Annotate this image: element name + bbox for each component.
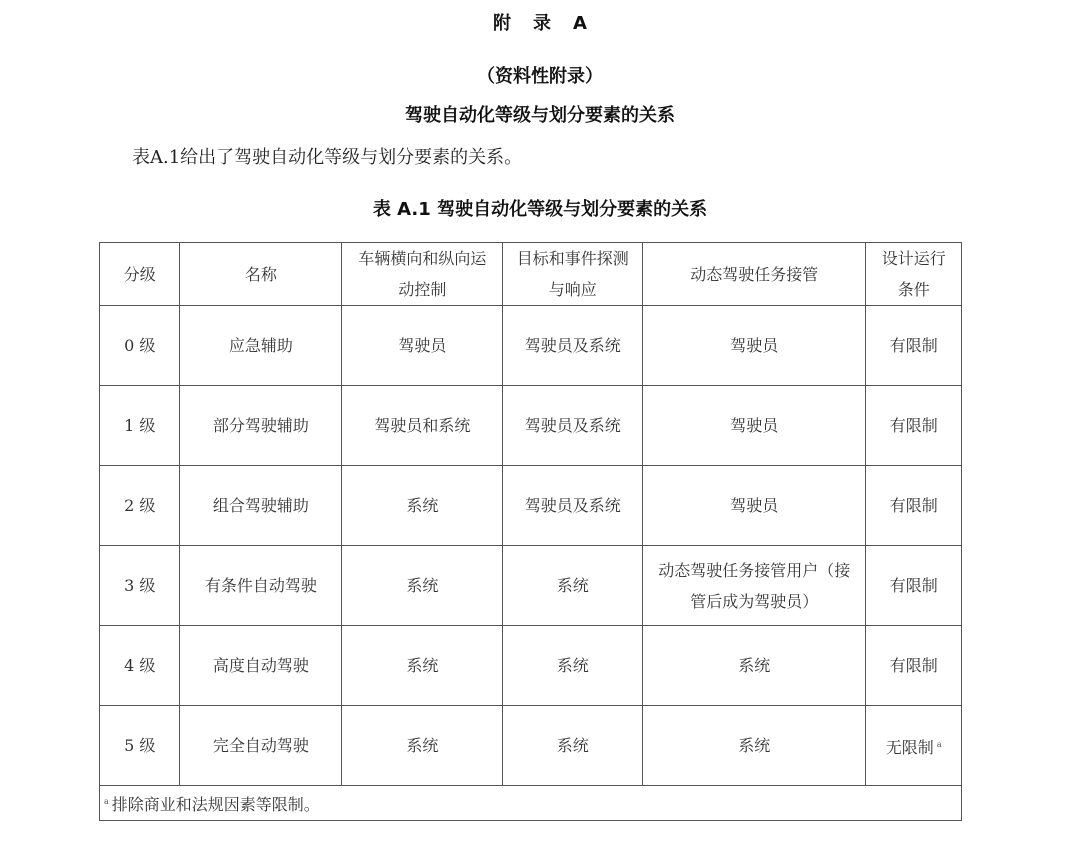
table-row: [100, 546, 962, 626]
cell-motion-control: 系统: [342, 706, 503, 786]
cell-motion-control: 驾驶员和系统: [342, 386, 503, 466]
cell-level: 3 级: [100, 546, 180, 626]
cell-ddt-fallback: 驾驶员: [643, 466, 866, 546]
table-footnote-row: [100, 786, 962, 821]
cell-oedr: 系统: [503, 546, 643, 626]
cell-oedr: 系统: [503, 626, 643, 706]
cell-name: 应急辅助: [180, 306, 342, 386]
table-row: [100, 306, 962, 386]
cell-name: 高度自动驾驶: [180, 626, 342, 706]
appendix-title-char: A: [573, 13, 587, 34]
cell-name: 部分驾驶辅助: [180, 386, 342, 466]
table-row: [100, 466, 962, 546]
footnote-cell: [100, 786, 962, 821]
cell-level: 5 级: [100, 706, 180, 786]
appendix-heading: 驾驶自动化等级与划分要素的关系: [405, 105, 675, 126]
table-row: [100, 626, 962, 706]
cell-level: 2 级: [100, 466, 180, 546]
cell-motion-control: 系统: [342, 626, 503, 706]
footnote-marker: a: [936, 739, 942, 749]
cell-ddt-fallback: 驾驶员: [643, 386, 866, 466]
cell-level: 0 级: [100, 306, 180, 386]
table-row: [100, 706, 962, 786]
column-header-ddt-fallback: 动态驾驶任务接管: [643, 243, 866, 306]
table-caption: 表 A.1 驾驶自动化等级与划分要素的关系: [372, 199, 708, 220]
cell-motion-control: 驾驶员: [342, 306, 503, 386]
cell-odd: 有限制: [866, 626, 962, 706]
cell-level: 4 级: [100, 626, 180, 706]
cell-odd: [866, 706, 962, 786]
cell-oedr: 驾驶员及系统: [503, 306, 643, 386]
cell-ddt-fallback: 系统: [643, 706, 866, 786]
cell-odd: 有限制: [866, 306, 962, 386]
column-header-motion-control: 车辆横向和纵向运动控制: [342, 243, 503, 306]
cell-odd: 有限制: [866, 546, 962, 626]
appendix-title: [0, 9, 1080, 35]
cell-oedr: 系统: [503, 706, 643, 786]
cell-oedr: 驾驶员及系统: [503, 386, 643, 466]
cell-name: 有条件自动驾驶: [180, 546, 342, 626]
cell-odd: 有限制: [866, 466, 962, 546]
column-header-name: 名称: [180, 243, 342, 306]
appendix-title-char: 附: [493, 13, 512, 34]
cell-motion-control: 系统: [342, 466, 503, 546]
cell-odd-text: 无限制: [885, 737, 934, 757]
cell-name: 完全自动驾驶: [180, 706, 342, 786]
cell-ddt-fallback: 动态驾驶任务接管用户（接管后成为驾驶员）: [643, 546, 866, 626]
table-row: [100, 386, 962, 466]
cell-ddt-fallback: 系统: [643, 626, 866, 706]
cell-oedr: 驾驶员及系统: [503, 466, 643, 546]
column-header-odd: 设计运行条件: [866, 243, 962, 306]
intro-paragraph: 表A.1给出了驾驶自动化等级与划分要素的关系。: [132, 147, 523, 168]
automation-levels-table: [99, 242, 962, 821]
cell-level: 1 级: [100, 386, 180, 466]
table-header-row: [100, 243, 962, 306]
cell-odd: 有限制: [866, 386, 962, 466]
appendix-type: （资料性附录）: [477, 66, 603, 87]
footnote-marker: a: [104, 797, 109, 806]
cell-name: 组合驾驶辅助: [180, 466, 342, 546]
column-header-oedr: 目标和事件探测与响应: [503, 243, 643, 306]
cell-motion-control: 系统: [342, 546, 503, 626]
cell-ddt-fallback: 驾驶员: [643, 306, 866, 386]
appendix-title-char: 录: [533, 13, 552, 34]
footnote-text: 排除商业和法规因素等限制。: [111, 795, 320, 814]
column-header-level: 分级: [100, 243, 180, 306]
